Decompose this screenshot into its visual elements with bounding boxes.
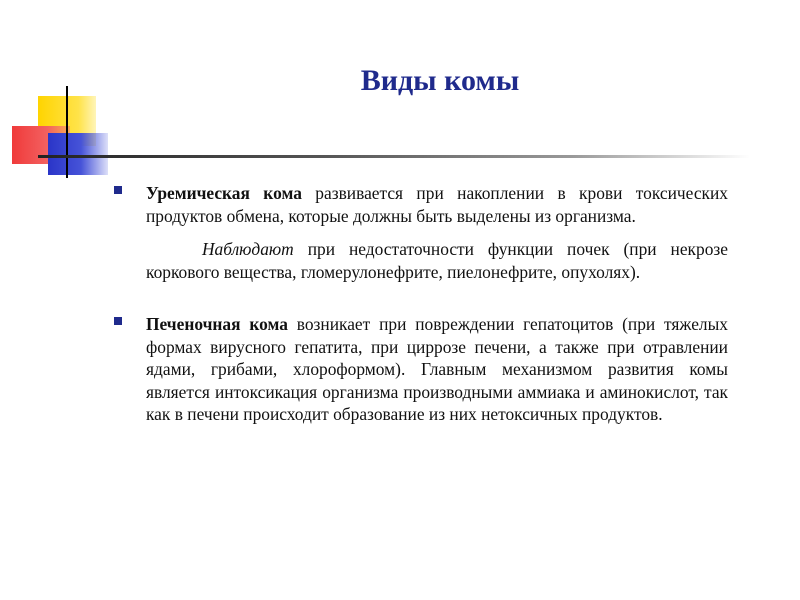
item-term: Печеночная кома — [146, 314, 288, 334]
slide-content — [114, 182, 728, 426]
square-bullet-icon — [114, 317, 122, 325]
logo-vertical-line — [66, 86, 68, 178]
item-sub-emphasis: Наблюдают — [202, 239, 294, 259]
item-paragraph — [146, 182, 728, 227]
item-sub-text: при недостаточности функции почек (при некрозе коркового вещества, гломерулонефрите, пиелонефрите, опухолях). — [146, 239, 728, 282]
logo-blue-square — [48, 133, 108, 175]
item-paragraph — [146, 313, 728, 426]
item-text: возникает при повреждении гепатоцитов (при тяжелых формах вирусного гепатита, при циррозе печени, а также при отравлении ядами, грибами, хлороформом). Главным механизмом развития комы является интоксикация организма производными аммиака и аминокислот, так как в печени происходит образование из них нетоксичных продуктов. — [146, 314, 728, 424]
slide-logo — [0, 0, 130, 190]
slide-title: Виды комы — [360, 64, 520, 97]
item-subparagraph — [146, 238, 728, 283]
square-bullet-icon — [114, 186, 122, 194]
item-term: Уремическая кома — [146, 183, 302, 203]
list-item-uremic-coma — [114, 182, 728, 283]
list-item-hepatic-coma — [114, 313, 728, 426]
title-divider — [38, 155, 750, 158]
item-text: развивается при накоплении в крови токсических продуктов обмена, которые должны быть выделены из организма. — [146, 183, 728, 226]
